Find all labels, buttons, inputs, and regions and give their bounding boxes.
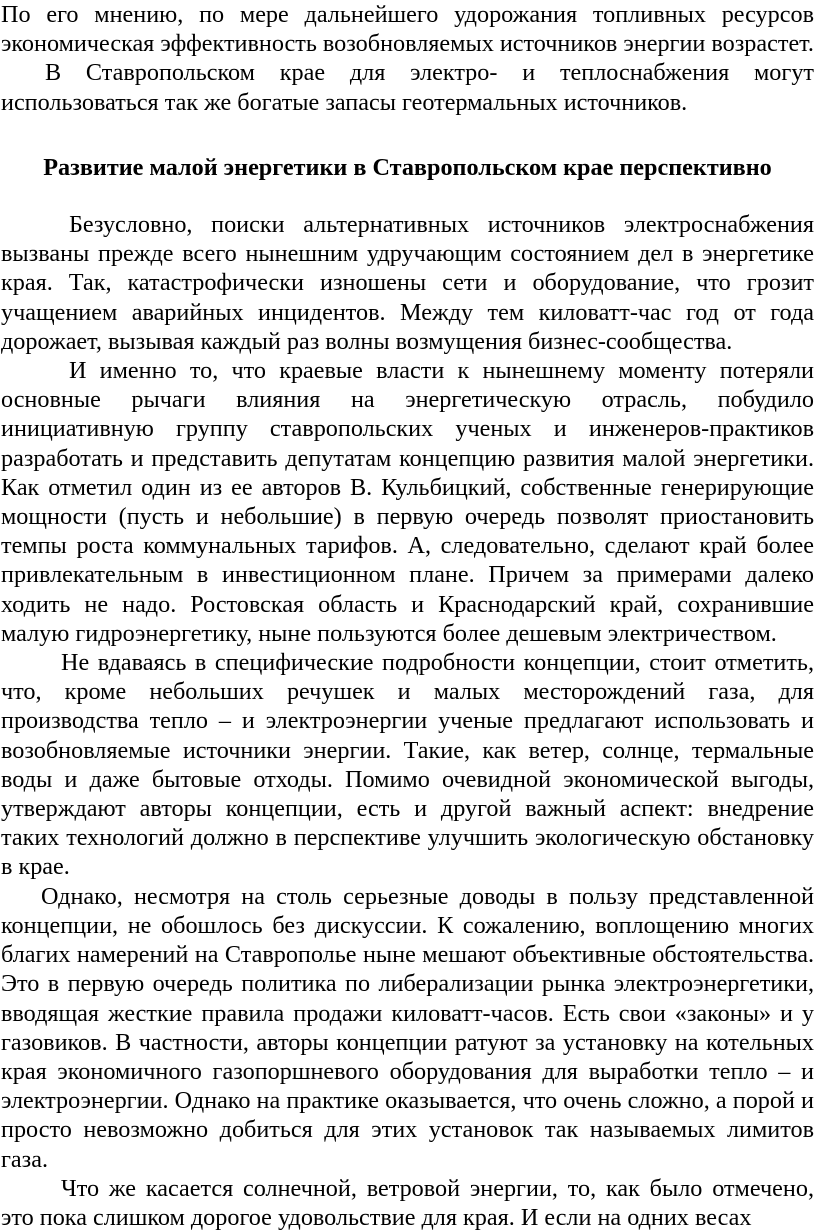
paragraph-body-5: Что же касается солнечной, ветровой энергии, то, как было отмечено, это пока слишком дорогое удовольствие для края. И если на одних весах <box>1 1174 814 1231</box>
paragraph-body-3: Не вдаваясь в специфические подробности концепции, стоит отметить, что, кроме небольших речушек и малых месторождений газа, для производства тепло – и электроэнергии ученые предлагают использовать и возобновляемые источники энергии. Такие, как ветер, солнце, термальные воды и даже бытовые отходы. Помимо очевидной экономической выгоды, утверждают авторы концепции, есть и другой важный аспект: внедрение таких технологий должно в перспективе улучшить экологическую обстановку в крае. <box>1 649 814 881</box>
paragraph-body-1: Безусловно, поиски альтернативных источников электроснабжения вызваны прежде всего нынешним удручающим состоянием дел в энергетике края. Так, катастрофически изношены сети и оборудование, что грозит учащением аварийных инцидентов. Между тем киловатт-час год от года дорожает, вызывая каждый раз волны возмущения бизнес-сообщества. <box>1 211 814 355</box>
paragraph-intro-2: В Ставропольском крае для электро- и теплоснабжения могут использоваться так же богатые запасы геотермальных источников. <box>1 59 814 116</box>
section-heading: Развитие малой энергетики в Ставропольском крае перспективно <box>43 153 772 181</box>
paragraph-intro-1: По его мнению, по мере дальнейшего удорожания топливных ресурсов экономическая эффективность возобновляемых источников энергии возрастет. <box>1 1 814 58</box>
paragraph-body-4: Однако, несмотря на столь серьезные доводы в пользу представленной концепции, не обошлось без дискуссии. К сожалению, воплощению многих благих намерений на Ставрополье ныне мешают объективные обстоятельства. Это в первую очередь политика по либерализации рынка электроэнергетики, вводящая жесткие правила продажи киловатт-часов. Есть свои «законы» и у газовиков. В частности, авторы концепции ратуют за установку на котельных края экономичного газопоршневого оборудования для выработки тепло – и электроэнергии. Однако на практике оказывается, что очень сложно, а порой и просто невозможно добиться для этих установок так называемых лимитов газа. <box>1 882 814 1173</box>
paragraph-body-2: И именно то, что краевые власти к нынешнему моменту потеряли основные рычаги влияния на энергетическую отрасль, побудило инициативную группу ставропольских ученых и инженеров-практиков разработать и представить депутатам концепцию развития малой энергетики. Как отметил один из ее авторов В. Кульбицкий, собственные генерирующие мощности (пусть и небольшие) в первую очередь позволят приостановить темпы роста коммунальных тарифов. А, следовательно, сделают край более привлекательным в инвестиционном плане. Причем за примерами далеко ходить не надо. Ростовская область и Краснодарский край, сохранившие малую гидроэнергетику, ныне пользуются более дешевым электричеством. <box>1 357 814 647</box>
